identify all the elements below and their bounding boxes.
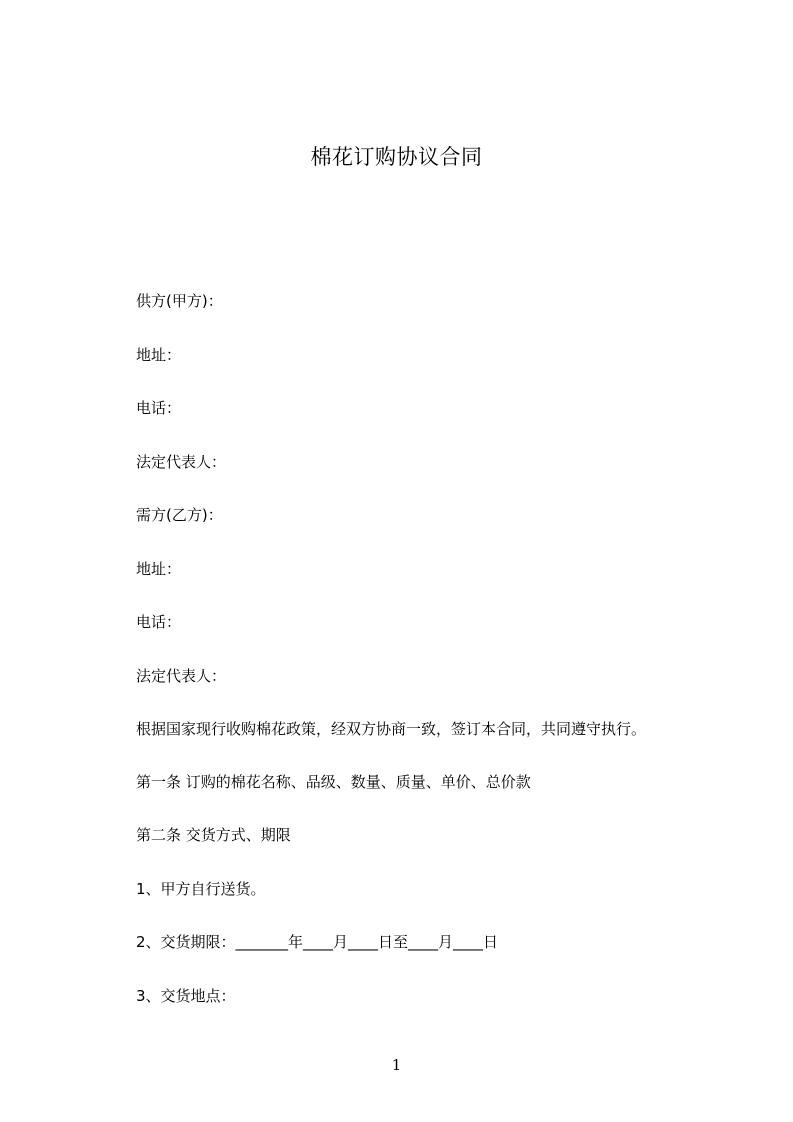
article-two-heading: 第二条 交货方式、期限 xyxy=(136,826,291,844)
delivery-location-item: 3、交货地点： xyxy=(136,987,236,1005)
delivery-period-item: 2、交货期限：_______年____月____日至____月____日 xyxy=(136,933,499,951)
supplier-address-line: 地址： xyxy=(136,346,182,364)
buyer-legal-rep-line: 法定代表人： xyxy=(136,667,227,685)
delivery-method-item: 1、甲方自行送货。 xyxy=(136,880,266,898)
supplier-legal-rep-line: 法定代表人： xyxy=(136,453,227,471)
buyer-address-line: 地址： xyxy=(136,560,182,578)
document-title: 棉花订购协议合同 xyxy=(310,145,483,169)
supplier-phone-line: 电话： xyxy=(136,399,182,417)
buyer-party-b-line: 需方(乙方)： xyxy=(136,506,223,524)
buyer-phone-line: 电话： xyxy=(136,613,182,631)
page-number: 1 xyxy=(391,1056,402,1074)
preamble-paragraph: 根据国家现行收购棉花政策，经双方协商一致，签订本合同，共同遵守执行。 xyxy=(136,720,647,738)
supplier-party-a-line: 供方(甲方)： xyxy=(136,292,223,310)
article-one-heading: 第一条 订购的棉花名称、品级、数量、质量、单价、总价款 xyxy=(136,773,531,791)
